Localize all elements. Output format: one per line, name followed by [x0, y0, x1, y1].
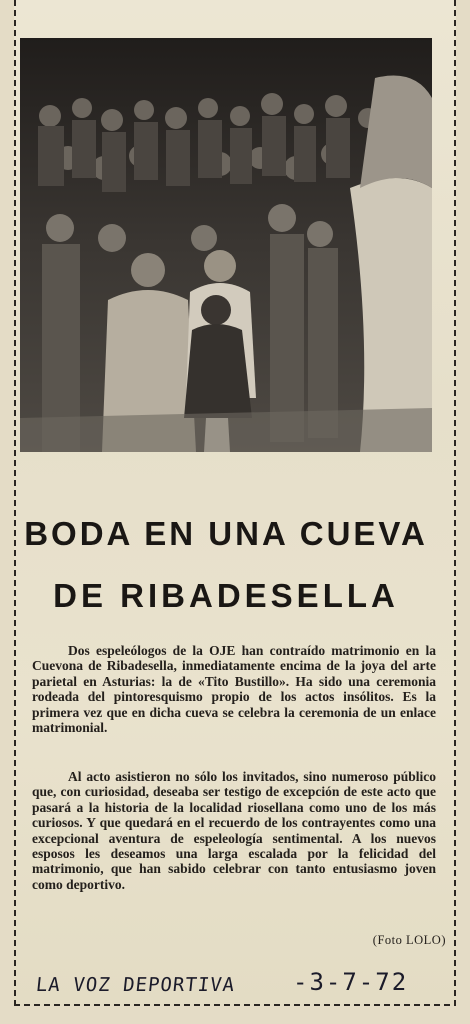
headline-line-1: BODA EN UNA CUEVA — [24, 515, 428, 552]
handwritten-publication-name: LA VOZ DEPORTIVA — [34, 974, 237, 996]
headline-line-2: DE RIBADESELLA — [53, 577, 399, 614]
photo-credit: (Foto LOLO) — [372, 933, 446, 947]
clipping-cut-edge-right — [454, 0, 456, 1006]
clipping-cut-edge-bottom — [14, 1004, 456, 1006]
handwritten-annotation — [36, 968, 436, 1002]
article-photo — [20, 38, 432, 452]
clipping-cut-edge-left — [14, 0, 16, 1006]
handwritten-date: -3-7-72 — [293, 968, 409, 996]
wedding-crowd-photo-icon — [20, 38, 432, 452]
article-paragraph-2: Al acto asistieron no sólo los invitados, sino numeroso público que, con curiosidad, deseaba ser testigo de excepción de este acto que pasará a la historia de la localidad riosellana como uno de los más curiosos. Y que quedará en el recuerdo de los contrayentes como una excepcional aventura de espeleología sentimental. A los nuevos esposos les deseamos una larga escalada por la felicidad del matrimonio, que han sabido celebrar con tanto entusiasmo joven como deportivo. — [32, 769, 436, 892]
article-paragraph-1: Dos espeleólogos de la OJE han contraído matrimonio en la Cuevona de Ribadesella, inmediatamente encima de la joya del arte parietal en Asturias: la de «Tito Bustillo». Ha sido una ceremonia rodeada del pintoresquismo propio de los actos insólitos. Es la primera vez que en dicha cueva se celebra la ceremonia de un enlace matrimonial. — [32, 643, 436, 736]
